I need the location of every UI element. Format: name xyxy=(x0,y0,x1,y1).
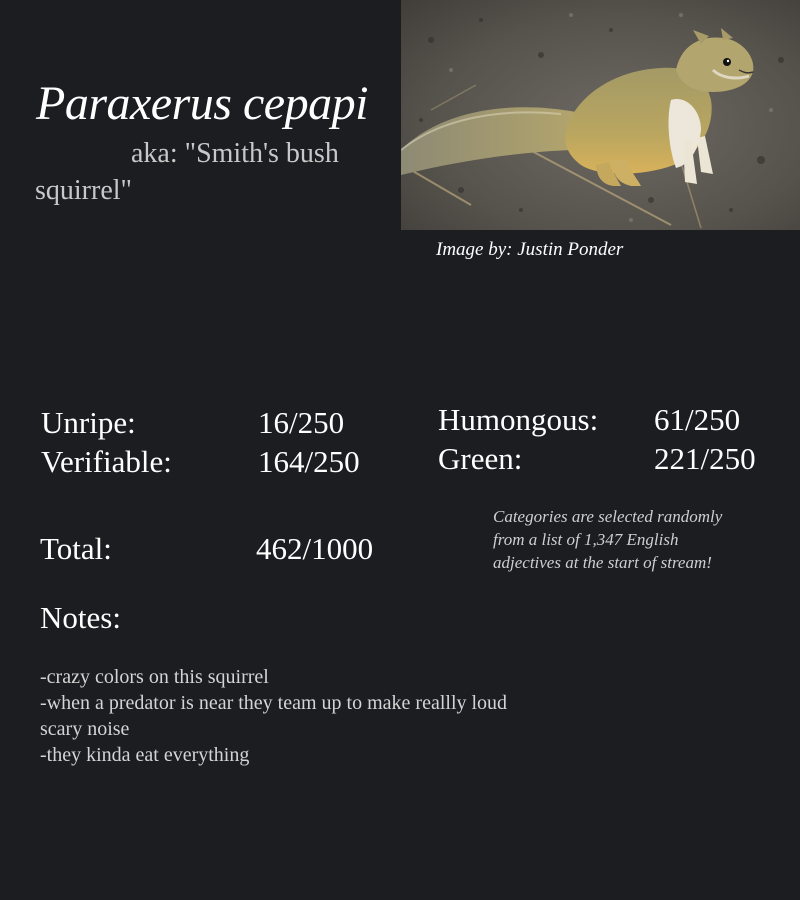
total-label: Total: xyxy=(40,531,112,566)
rating-score-green: 221/250 xyxy=(654,441,756,476)
note-item: -when a predator is near they team up to make reallly loud scary noise xyxy=(40,692,508,740)
notes-list xyxy=(40,664,510,768)
species-name: Paraxerus cepapi xyxy=(36,77,368,130)
notes-heading: Notes: xyxy=(40,600,121,635)
rating-label-verifiable: Verifiable: xyxy=(41,444,172,479)
total-score: 462/1000 xyxy=(256,531,374,566)
rating-score-unripe: 16/250 xyxy=(258,405,345,440)
rating-label-humongous: Humongous: xyxy=(438,402,599,437)
note-item: -crazy colors on this squirrel xyxy=(40,666,269,688)
rating-label-green: Green: xyxy=(438,441,523,476)
rating-score-verifiable: 164/250 xyxy=(258,444,360,479)
squirrel-photo xyxy=(401,0,800,230)
rating-label-unripe: Unripe: xyxy=(41,405,136,440)
rating-score-humongous: 61/250 xyxy=(654,402,741,437)
photo-credit: Image by: Justin Ponder xyxy=(436,239,624,260)
note-item: -they kinda eat everything xyxy=(40,744,250,766)
common-name: aka: "Smith's bush squirrel" xyxy=(35,138,339,206)
category-note: Categories are selected randomly from a list of 1,347 English adjectives at the start of stream! xyxy=(493,507,723,572)
squirrel-illustration xyxy=(401,0,800,230)
